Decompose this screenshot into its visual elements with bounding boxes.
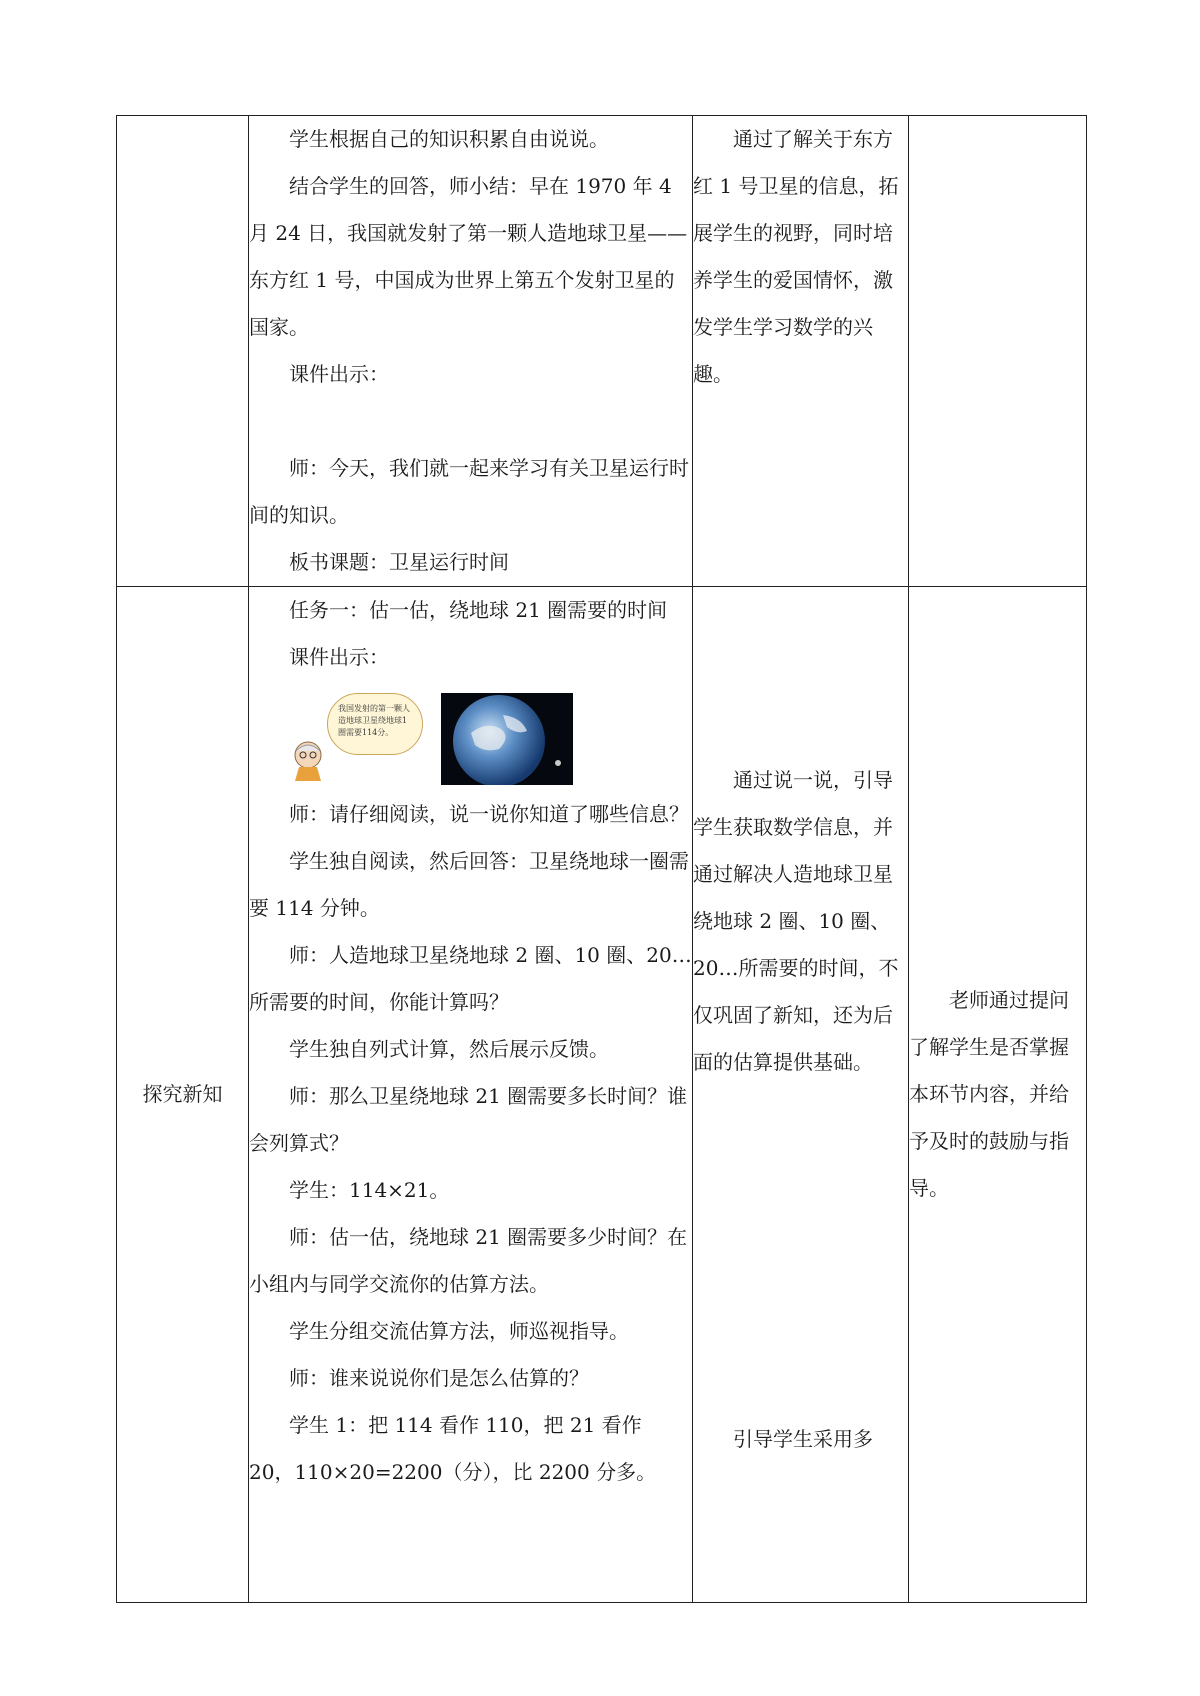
process-paragraph: 学生独自阅读，然后回答：卫星绕地球一圈需要 114 分钟。 [249, 849, 689, 920]
stage-cell [117, 587, 249, 1603]
teacher-icon [291, 741, 325, 781]
process-paragraph: 结合学生的回答，师小结：早在 1970 年 4 月 24 日，我国就发射了第一颗人造地球卫星——东方红 1 号，中国成为世界上第五个发射卫星的国家。 [249, 174, 688, 339]
earth-photo [441, 693, 573, 785]
design-intent-text-continued: 引导学生采用多 [733, 1427, 873, 1451]
process-paragraph: 师：人造地球卫星绕地球 2 圈、10 圈、20…所需要的时间，你能计算吗？ [249, 943, 692, 1014]
teacher-illustration [291, 693, 411, 785]
process-paragraph: 学生独自列式计算，然后展示反馈。 [289, 1037, 609, 1061]
board-title: 板书课题：卫星运行时间 [289, 550, 509, 574]
process-paragraph: 学生根据自己的知识积累自由说说。 [289, 127, 609, 151]
design-intent-cell [693, 587, 909, 1603]
stage-label: 探究新知 [142, 1082, 223, 1106]
lesson-plan-table [116, 115, 1087, 1603]
speech-bubble: 我国发射的第一颗人造地球卫星绕地球1圈需要114分。 [327, 693, 423, 755]
table-row-explore [117, 587, 1087, 1603]
design-intent-cell [693, 116, 909, 587]
process-paragraph: 课件出示： [289, 645, 389, 669]
process-paragraph: 师：那么卫星绕地球 21 圈需要多长时间？谁会列算式？ [249, 1084, 688, 1155]
process-paragraph: 师：请仔细阅读，说一说你知道了哪些信息？ [289, 802, 689, 826]
evaluation-text: 老师通过提问了解学生是否掌握本环节内容，并给予及时的鼓励与指导。 [909, 988, 1069, 1200]
design-intent-text: 通过说一说，引导学生获取数学信息，并通过解决人造地球卫星绕地球 2 圈、10 圈、20…所需要的时间，不仅巩固了新知，还为后面的估算提供基础。 [693, 768, 899, 1074]
courseware-placeholder [249, 398, 692, 445]
stage-cell-empty [117, 116, 249, 587]
process-paragraph: 学生：114×21。 [289, 1178, 450, 1202]
process-cell [249, 116, 693, 587]
process-paragraph: 学生 1：把 114 看作 110，把 21 看作 20，110×20=2200（分），比 2200 分多。 [249, 1413, 657, 1484]
process-cell [249, 587, 693, 1603]
process-paragraph: 师：今天，我们就一起来学习有关卫星运行时间的知识。 [249, 456, 689, 527]
evaluation-cell-empty [909, 116, 1087, 587]
task-title: 任务一：估一估，绕地球 21 圈需要的时间 [289, 598, 668, 622]
evaluation-cell [909, 587, 1087, 1603]
process-paragraph: 师：估一估，绕地球 21 圈需要多少时间？在小组内与同学交流你的估算方法。 [249, 1225, 688, 1296]
earth-icon [441, 693, 573, 785]
process-paragraph: 课件出示： [289, 362, 389, 386]
courseware-figure [249, 681, 692, 791]
process-paragraph: 师：谁来说说你们是怎么估算的？ [289, 1366, 589, 1390]
design-intent-text: 通过了解关于东方红 1 号卫星的信息，拓展学生的视野，同时培养学生的爱国情怀，激发学生学习数学的兴趣。 [693, 127, 899, 386]
process-paragraph: 学生分组交流估算方法，师巡视指导。 [289, 1319, 629, 1343]
table-row-intro [117, 116, 1087, 587]
